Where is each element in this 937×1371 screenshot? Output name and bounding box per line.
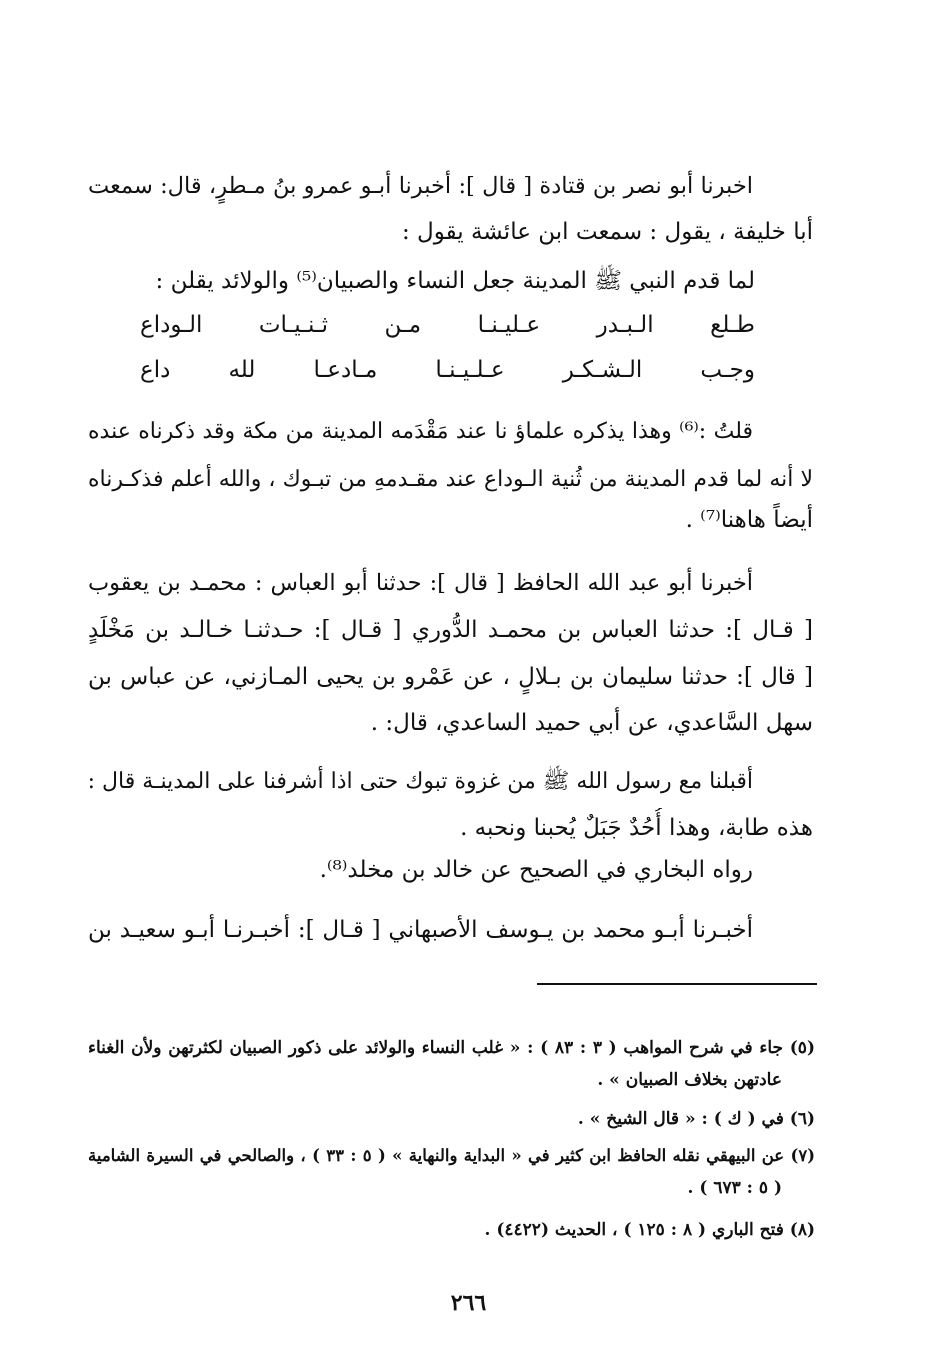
footnote-separator [537, 983, 817, 985]
page-number: ٢٦٦ [450, 1290, 487, 1316]
footnote-line: (٧) عن البيهقي نقله الحافظ ابن كثير في « البداية والنهاية » ( ٥ : ٣٣ ) ، والصالحي في السيرة الشامية [88, 1146, 815, 1165]
footnote-line: عادتهن بخلاف الصبيان » . [597, 1070, 782, 1090]
text-line: أيضاً هاهنا⁽⁷⁾ . [685, 507, 813, 533]
poem-line: وجـب الـشـكـر عـلـيـنـا مـادعـا لله داع [140, 357, 755, 383]
text-line: [ قـال ]: حدثنا العباس بن محمـد الدُّوري [ قـال ]: حـدثنـا خـالـد بن مَخْلَدٍ [88, 617, 813, 643]
text-line: أخبـرنا أبـو محمد بن يـوسف الأصبهاني [ قـال ]: أخبـرنـا أبـو سعيـد بن [88, 917, 753, 943]
text-line: لا أنه لما قدم المدينة من ثُنية الـوداع عند مقـدمهِ من تبـوك ، والله أعلم فذكـرناه [88, 467, 813, 492]
text-line: أبا خليفة ، يقول : سمعت ابن عائشة يقول : [401, 219, 813, 245]
text-line: سهل السَّاعدي، عن أبي حميد الساعدي، قال: . [370, 710, 813, 736]
text-line: أقبلنا مع رسول الله ﷺ من غزوة تبوك حتى اذا أشرفنا على المدينـة قال : [88, 769, 753, 794]
poem-line: طـلع الـبـدر عـليـنـا مـن ثـنـيـات الـوداع [140, 312, 755, 338]
text-line: هذه طابة، وهذا أُحُدٌ جَبَلٌ يُحبنا ونحبه . [460, 815, 813, 841]
text-line: قلتُ :⁽⁶⁾ وهذا يذكره علماؤ نا عند مَقْدَمه المدينة من مكة وقد ذكرناه عنده [88, 419, 753, 444]
text-line: أخبرنا أبو عبد الله الحافظ [ قال ]: حدثنا أبو العباس : محمـد بن يعقوب [88, 570, 753, 596]
text-line: [ قال ]: حدثنا سليمان بن بـلالٍ ، عن عَمْرو بن يحيى المـازني، عن عباس بن [88, 664, 813, 690]
text-line: اخبرنا أبو نصر بن قتادة [ قال ]: أخبرنا أبـو عمرو بنُ مـطرٍ، قال: سمعت [88, 173, 753, 199]
text-line: لما قدم النبي ﷺ المدينة جعل النساء والصبيان⁽⁵⁾ والولائد يقلن : [155, 268, 755, 294]
footnote-line: (٨) فتح الباري ( ٨ : ١٢٥ ) ، الحديث (٤٤٢٢) . [484, 1220, 815, 1240]
footnote-line: (٥) جاء في شرح المواهب ( ٣ : ٨٣ ) : « غلب النساء والولائد على ذكور الصبيان لكثرتهن ولأن الغناء [88, 1038, 815, 1058]
text-line: رواه البخاري في الصحيح عن خالد بن مخلد⁽⁸⁾. [319, 857, 753, 883]
footnote-line: (٦) في ( ك ) : « قال الشيخ » . [577, 1109, 815, 1129]
footnote-line: ( ٥ : ٦٧٣ ) . [687, 1178, 782, 1198]
